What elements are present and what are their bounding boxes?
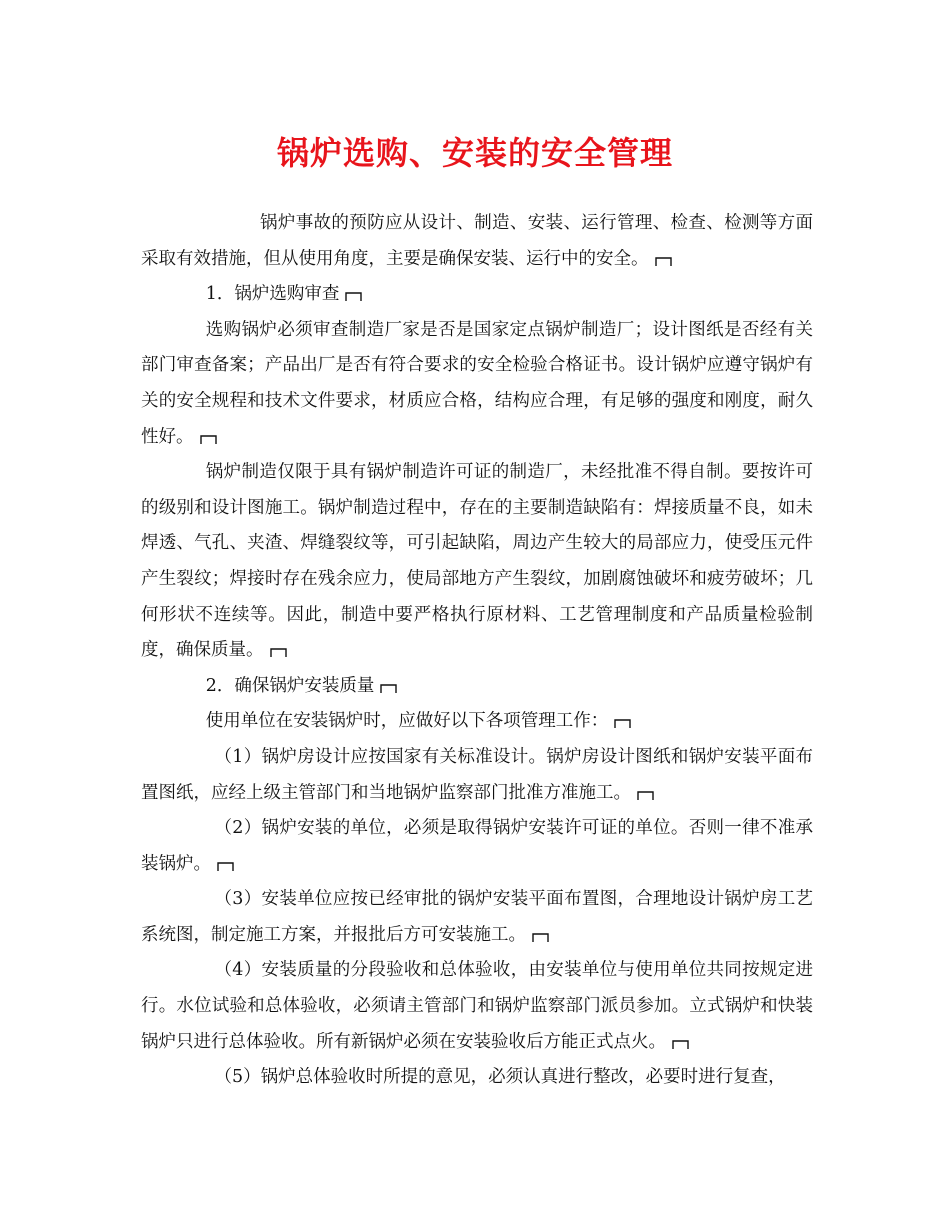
paragraph-mark-icon xyxy=(672,1040,689,1049)
document-body xyxy=(141,206,813,1096)
document-title: 锅炉选购、安装的安全管理 xyxy=(276,134,673,172)
list-item-5 xyxy=(141,1060,813,1096)
list-item-text: （1）锅炉房设计应按国家有关标准设计。锅炉房设计图纸和锅炉安装平面布置图纸，应经上级主管部门和当地锅炉监察部门批准方准施工。 xyxy=(141,746,813,803)
list-item-text: （4）安装质量的分段验收和总体验收，由安装单位与使用单位共同按规定进行。水位试验和总体验收，必须请主管部门和锅炉监察部门派员参加。立式锅炉和快装锅炉只进行总体验收。所有新锅炉必须在安装验收后方能正式点火。 xyxy=(141,960,813,1052)
list-item-text: （5）锅炉总体验收时所提的意见，必须认真进行整改，必要时进行复查， xyxy=(214,1067,786,1088)
list-item-3 xyxy=(141,882,813,953)
section-heading-1 xyxy=(141,277,813,313)
paragraph-text: 锅炉制造仅限于具有锅炉制造许可证的制造厂，未经批准不得自制。要按许可的级别和设计图施工。锅炉制造过程中，存在的主要制造缺陷有：焊接质量不良，如未焊透、气孔、夹渣、焊缝裂纹等，可引起缺陷，周边产生较大的局部应力，使受压元件产生裂纹；焊接时存在残余应力，使局部地方产生裂纹，加剧腐蚀破坏和疲劳破坏；几何形状不连续等。因此，制造中要严格执行原材料、工艺管理制度和产品质量检验制度，确保质量。 xyxy=(141,462,813,661)
paragraph-mark-icon xyxy=(380,684,397,693)
paragraph-mark-icon xyxy=(532,933,549,942)
list-item-text: （2）锅炉安装的单位，必须是取得锅炉安装许可证的单位。否则一律不准承装锅炉。 xyxy=(141,818,813,874)
list-item-1 xyxy=(141,740,813,811)
section-heading-text: 1．锅炉选购审查 xyxy=(205,284,340,305)
paragraph-management-intro xyxy=(141,704,813,740)
paragraph-mark-icon xyxy=(217,862,234,871)
paragraph-intro xyxy=(141,206,813,277)
paragraph-text: 选购锅炉必须审查制造厂家是否是国家定点锅炉制造厂；设计图纸是否经有关部门审查备案；产品出厂是否有符合要求的安全检验合格证书。设计锅炉应遵守锅炉有关的安全规程和技术文件要求，材质应合格，结构应合理，有足够的强度和刚度，耐久性好。 xyxy=(141,319,813,447)
list-item-4 xyxy=(141,953,813,1060)
paragraph-mark-icon xyxy=(655,257,672,266)
paragraph-selection-review xyxy=(141,313,813,455)
section-heading-2 xyxy=(141,669,813,705)
list-item-text: （3）安装单位应按已经审批的锅炉安装平面布置图，合理地设计锅炉房工艺系统图，制定施工方案，并报批后方可安装施工。 xyxy=(141,889,813,945)
paragraph-mark-icon xyxy=(345,292,362,301)
paragraph-text: 使用单位在安装锅炉时，应做好以下各项管理工作： xyxy=(205,711,609,732)
paragraph-mark-icon xyxy=(200,435,217,444)
paragraph-text: 锅炉事故的预防应从设计、制造、安装、运行管理、检查、检测等方面采取有效措施，但从使用角度，主要是确保安装、运行中的安全。 xyxy=(141,213,813,269)
section-heading-text: 2．确保锅炉安装质量 xyxy=(205,675,375,696)
paragraph-manufacturing xyxy=(141,455,813,669)
list-item-2 xyxy=(141,811,813,882)
paragraph-mark-icon xyxy=(614,719,631,728)
paragraph-mark-icon xyxy=(270,648,287,657)
paragraph-mark-icon xyxy=(637,791,654,800)
